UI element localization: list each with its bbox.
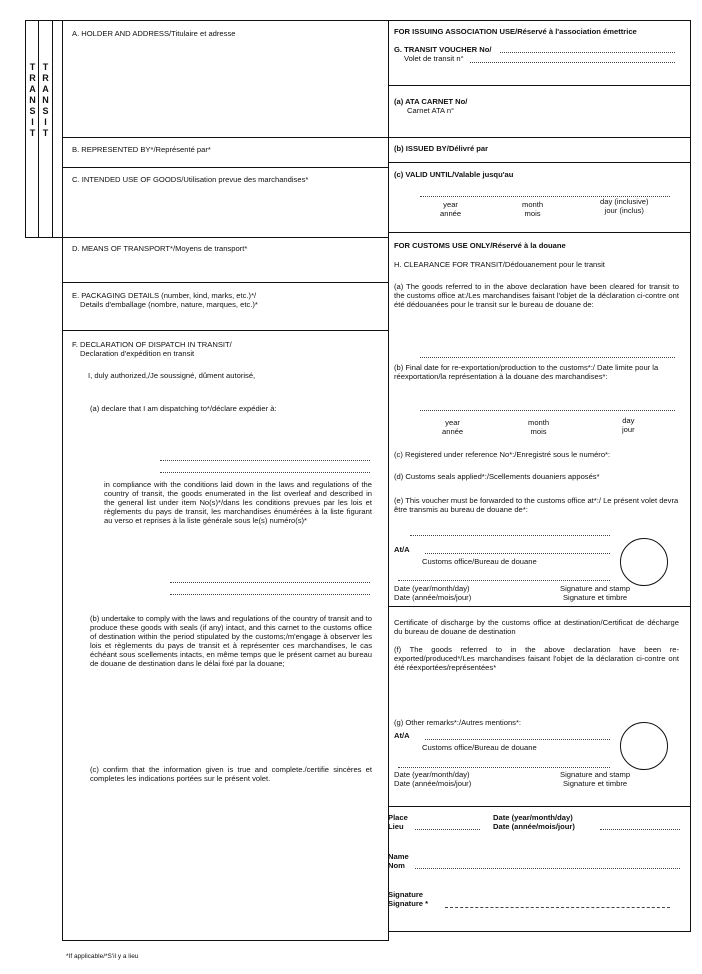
final-year-label: year année (442, 418, 464, 436)
signature-stamp-label: Signature and stamp Signature et timbre (560, 584, 631, 602)
discharge-date-label: Date (year/month/day) Date (année/mois/jour) (394, 770, 472, 788)
customs-use-header: FOR CUSTOMS USE ONLY/Réservé à la douane (394, 241, 566, 250)
declaration-intro: I, duly authorized,/Je soussigné, dûment autorisé, (88, 371, 256, 380)
final-month-label: month mois (528, 418, 550, 436)
valid-until-label: (c) VALID UNTIL/Valable jusqu'au (394, 170, 514, 179)
transit-voucher-label: G. TRANSIT VOUCHER No/ (394, 45, 492, 54)
clearance-b: (b) Final date for re-exportation/production to the customs*:/ Date limite pour la réexportation/la représentation à la douane des marchandises*: (394, 363, 659, 381)
clearance-d[interactable]: (d) Customs seals applied*:/Scellements douaniers apposés* (394, 472, 600, 481)
represented-by-field[interactable]: B. REPRESENTED BY*/Représenté par* (72, 145, 211, 154)
transit-side-label-2: TRANSIT (40, 62, 51, 139)
declaration-compliance: in compliance with the conditions laid down in the laws and regulations of the country of transit, the goods enumerated in the list overleaf and described in the general list under item No(s)*/dans les conditions prevues par les lois et règlements du pays de transit, les marchandises énumérées à la liste figurant au verso et reprises à la liste générale sous le(s) numéro(s)* (104, 480, 372, 525)
issued-by-field[interactable]: (b) ISSUED BY/Délivré par (394, 144, 489, 153)
discharge-date-line[interactable] (398, 767, 610, 768)
stamp-circle-2 (620, 722, 668, 770)
item-numbers-line-2[interactable] (170, 594, 370, 595)
place-field[interactable] (415, 829, 480, 830)
name-label: Name Nom (388, 852, 409, 870)
at-label: At/A (394, 545, 410, 554)
dispatch-destination-line-2[interactable] (160, 472, 370, 473)
day-label: day (inclusive) jour (inclus) (600, 197, 649, 215)
final-day-label: day jour (622, 416, 635, 434)
at-office-field[interactable] (425, 553, 610, 554)
transit-voucher-label-fr: Volet de transit n° (404, 54, 464, 63)
footnote: *If applicable/*S'il y a lieu (66, 953, 139, 960)
transit-voucher-number-field-2[interactable] (470, 62, 675, 63)
month-label: month mois (522, 200, 544, 218)
forward-office-line[interactable] (410, 535, 610, 536)
place-label: Place Lieu (388, 813, 408, 831)
holder-address-field[interactable]: A. HOLDER AND ADDRESS/Titulaire et adresse (72, 29, 236, 38)
name-field[interactable] (415, 868, 680, 869)
transit-voucher-number-field[interactable] (500, 52, 675, 53)
place-date-field[interactable] (600, 829, 680, 830)
final-date-field[interactable] (420, 410, 675, 411)
signature-field[interactable] (445, 907, 670, 908)
packaging-details-field[interactable] (72, 291, 258, 309)
dispatch-destination-line-1[interactable] (160, 460, 370, 461)
at-label-2: At/A (394, 731, 410, 740)
declaration-b: (b) undertake to comply with the laws and regulations of the country of transit and to produce these goods with seals (if any) intact, and this carnet to the customs office of destination within the period stipulated by the customs;/m'engage à observer les lois et règlements du pays de transit et à représenter ces marchandises, le cas échéant sous scellements intacts, en même temps que le présent carnet au bureau de douane de destination dans le délai fixé par la douane; (90, 614, 372, 668)
signature-label: Signature Signature * (388, 890, 429, 908)
clearance-office-field[interactable] (420, 357, 675, 358)
discharge-certificate-heading: Certificate of discharge by the customs office at destination/Certificat de décharge du bureau de douane de destination (394, 618, 679, 636)
clearance-a: (a) The goods referred to in the above declaration have been cleared for transit to the customs office at:/Les marchandises faisant l'objet de la déclaration ci-contre ont été dédouanées pour le transit sur le bureau de douane de: (394, 282, 679, 309)
place-date-label: Date (year/month/day) Date (année/mois/jour) (493, 813, 575, 831)
date-signature-line[interactable] (398, 580, 610, 581)
intended-use-field[interactable]: C. INTENDED USE OF GOODS/Utilisation prevue des marchandises* (72, 175, 309, 184)
transit-side-label: TRANSIT (27, 62, 38, 139)
customs-office-label: Customs office/Bureau de douane (422, 557, 537, 566)
item-numbers-line-1[interactable] (170, 582, 370, 583)
packaging-label-en: E. PACKAGING DETAILS (number, kind, marks, etc.)*/ (72, 291, 257, 300)
ata-carnet-label[interactable]: (a) ATA CARNET No/ (394, 97, 468, 106)
declaration-c: (c) confirm that the information given is true and complete./certifie sincères et completes les indications portées sur le présent volet. (90, 765, 372, 783)
other-remarks[interactable]: (g) Other remarks*:/Autres mentions*: (394, 718, 522, 727)
clearance-e: (e) This voucher must be forwarded to the customs office at*:/ Le présent volet devra être transmis au bureau de douane de*: (394, 496, 679, 514)
clearance-heading: H. CLEARANCE FOR TRANSIT/Dédouanement pour le transit (394, 260, 605, 269)
issuing-association-header: FOR ISSUING ASSOCIATION USE/Réservé à l'association émettrice (394, 27, 637, 36)
declaration-a: (a) declare that I am dispatching to*/déclare expédier à: (90, 404, 277, 413)
date-label: Date (year/month/day) Date (année/mois/jour) (394, 584, 472, 602)
packaging-label-fr: Details d'emballage (nombre, nature, marques, etc.)* (80, 300, 258, 309)
ata-carnet-label-fr: Carnet ATA n° (407, 106, 455, 115)
means-of-transport-field[interactable]: D. MEANS OF TRANSPORT*/Moyens de transport* (72, 244, 248, 253)
discharge-signature-label: Signature and stamp Signature et timbre (560, 770, 631, 788)
clearance-c[interactable]: (c) Registered under reference No*:/Enregistré sous le numéro*: (394, 450, 611, 459)
declaration-heading: F. DECLARATION OF DISPATCH IN TRANSIT/ Declaration d'expédition en transit (72, 340, 232, 358)
stamp-circle (620, 538, 668, 586)
discharge-office-field[interactable] (425, 739, 610, 740)
customs-office-label-2: Customs office/Bureau de douane (422, 743, 537, 752)
year-label: year année (440, 200, 462, 218)
discharge-f: (f) The goods referred to in the above declaration have been re-exported/produced*/Les marchandises faisant l'objet de la déclaration ci-contre ont été réexportées/représentées* (394, 645, 679, 672)
